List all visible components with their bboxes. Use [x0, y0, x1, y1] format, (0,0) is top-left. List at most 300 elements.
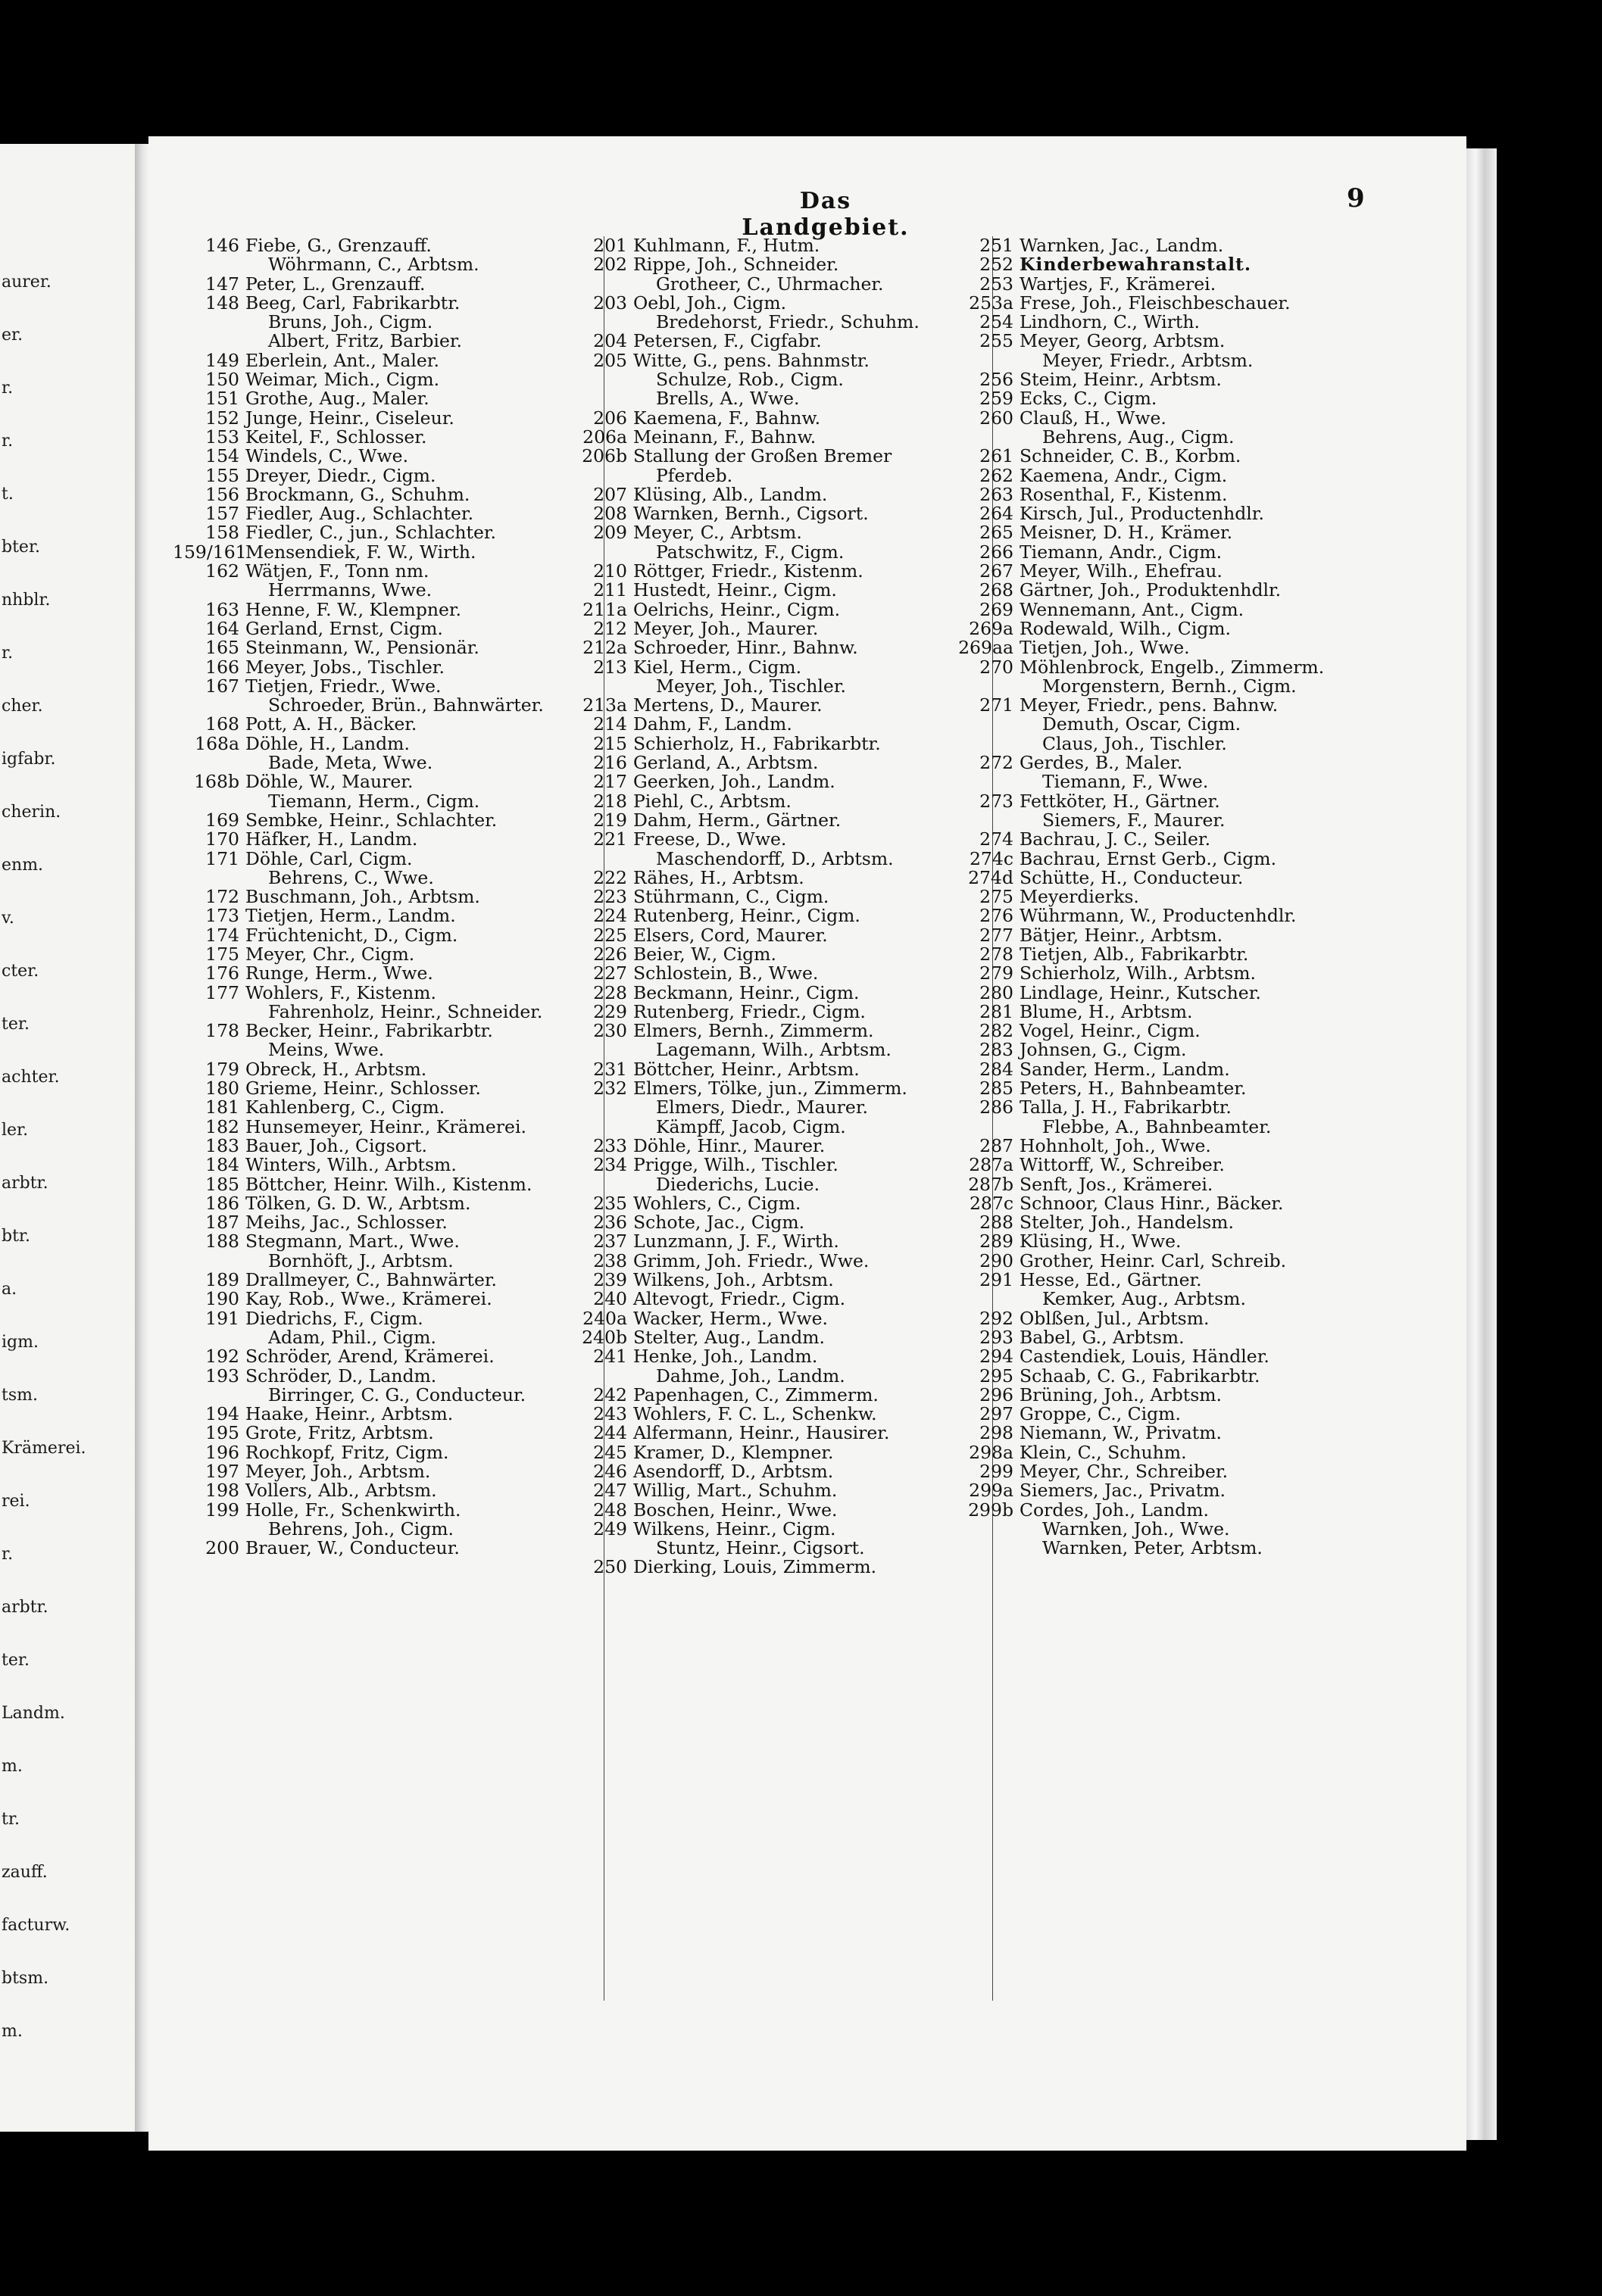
house-number: 171 — [205, 847, 239, 869]
directory-entry — [947, 485, 1324, 504]
resident-name: Dahm, Herm., Gärtner. — [633, 809, 842, 831]
house-number: 223 — [593, 886, 627, 908]
directory-entry — [561, 926, 920, 945]
house-number: 297 — [979, 1403, 1013, 1425]
resident-name: Bredehorst, Friedr., Schuhm. — [656, 311, 920, 333]
house-number: 202 — [593, 254, 627, 276]
directory-entry — [561, 1558, 920, 1577]
house-number: 292 — [979, 1307, 1013, 1329]
directory-entry — [173, 1405, 544, 1424]
house-number: 218 — [593, 790, 627, 812]
house-number: 168a — [195, 732, 239, 754]
directory-entry — [947, 1000, 1324, 1022]
resident-name: Eberlein, Ant., Maler. — [245, 349, 439, 371]
directory-entry — [173, 677, 544, 696]
resident-name: Lindhorn, C., Wirth. — [1020, 311, 1200, 333]
house-number — [561, 543, 633, 562]
directory-entry — [947, 1079, 1324, 1098]
house-number: 149 — [205, 349, 239, 371]
resident-name: Flebbe, A., Bahnbeamter. — [1042, 1115, 1272, 1137]
resident-name: Henke, Joh., Landm. — [633, 1346, 818, 1368]
resident-name: Stelter, Joh., Handelsm. — [1020, 1212, 1234, 1234]
resident-name: Klein, C., Schuhm. — [1020, 1441, 1187, 1463]
resident-name: Wennemann, Ant., Cigm. — [1020, 598, 1244, 620]
house-number: 231 — [593, 1058, 627, 1080]
directory-entry — [561, 275, 920, 294]
resident-name: Schneider, C. B., Korbm. — [1020, 445, 1241, 467]
house-number: 194 — [205, 1403, 239, 1425]
house-number: 291 — [979, 1269, 1013, 1291]
house-number: 177 — [205, 981, 239, 1003]
resident-name: Oelrichs, Heinr., Cigm. — [633, 598, 841, 620]
facing-page-text: cherin. — [2, 803, 61, 822]
resident-name: Kaemena, F., Bahnw. — [633, 407, 821, 429]
facing-page-text: cter. — [2, 962, 39, 981]
directory-entry — [173, 753, 544, 772]
resident-name: Kuhlmann, F., Hutm. — [633, 235, 820, 256]
directory-entry — [173, 1000, 544, 1022]
directory-entry — [947, 1309, 1324, 1328]
directory-entry — [947, 581, 1324, 600]
directory-entry — [561, 1194, 920, 1213]
resident-name: Klüsing, H., Wwe. — [1020, 1231, 1182, 1253]
house-number: 293 — [979, 1326, 1013, 1348]
house-number: 241 — [593, 1346, 627, 1368]
house-number: 246 — [593, 1461, 627, 1482]
resident-name: Bade, Meta, Wwe. — [268, 752, 433, 774]
house-number: 240 — [593, 1288, 627, 1310]
resident-name: Junge, Heinr., Ciseleur. — [245, 407, 454, 429]
resident-name: Meyer, Georg, Arbtsm. — [1020, 330, 1226, 352]
resident-name: Meyer, Wilh., Ehefrau. — [1020, 560, 1223, 582]
resident-name: Brockmann, G., Schuhm. — [245, 483, 470, 505]
directory-entry — [561, 466, 920, 485]
directory-entry — [947, 1213, 1324, 1232]
directory-entry — [561, 598, 920, 620]
facing-page-text: nhblr. — [2, 591, 51, 610]
resident-name: Niemann, W., Privatm. — [1020, 1422, 1222, 1444]
directory-entry — [561, 888, 920, 906]
resident-name: Pott, A. H., Bäcker. — [245, 713, 417, 735]
house-number — [561, 850, 633, 869]
directory-entry — [173, 866, 544, 888]
facing-page-text: rei. — [2, 1492, 30, 1511]
facing-page-text: zauff. — [2, 1863, 48, 1882]
house-number: 240b — [582, 1326, 627, 1348]
house-number: 287b — [968, 1173, 1013, 1195]
resident-name: Schlostein, B., Wwe. — [633, 962, 819, 984]
directory-entry — [947, 389, 1324, 408]
directory-entry — [561, 638, 920, 657]
resident-name: Hustedt, Heinr., Cigm. — [633, 579, 837, 601]
house-number: 175 — [205, 943, 239, 965]
resident-name: Rutenberg, Heinr., Cigm. — [633, 905, 860, 927]
house-number: 201 — [593, 235, 627, 256]
house-number: 238 — [593, 1249, 627, 1271]
directory-entry — [947, 294, 1324, 313]
house-number: 224 — [593, 905, 627, 927]
directory-entry — [173, 847, 544, 869]
directory-entry — [947, 1347, 1324, 1366]
resident-name: Meihs, Jac., Schlosser. — [245, 1212, 448, 1234]
directory-entry — [173, 1134, 544, 1156]
directory-entry — [947, 236, 1324, 255]
resident-name: Döhle, W., Maurer. — [245, 771, 414, 793]
resident-name: Runge, Herm., Wwe. — [245, 962, 433, 984]
resident-name: Grote, Fritz, Arbtsm. — [245, 1422, 434, 1444]
house-number: 288 — [979, 1212, 1013, 1234]
directory-entry — [947, 1367, 1324, 1386]
house-number — [561, 313, 633, 332]
facing-page-text: ter. — [2, 1015, 30, 1034]
house-number — [173, 332, 245, 351]
resident-name: Fiebe, G., Grenzauff. — [245, 235, 432, 256]
directory-column-3 — [947, 236, 1324, 1558]
resident-name: Holle, Fr., Schenkwirth. — [245, 1499, 461, 1521]
house-number: 221 — [593, 828, 627, 850]
directory-entry — [561, 1367, 920, 1386]
resident-name: Meyer, Chr., Cigm. — [245, 943, 415, 965]
house-number: 193 — [205, 1365, 239, 1387]
resident-name: Vogel, Heinr., Cigm. — [1020, 1020, 1201, 1042]
resident-name: Behrens, Joh., Cigm. — [268, 1518, 454, 1540]
directory-entry — [561, 255, 920, 274]
directory-entry — [173, 351, 544, 370]
directory-entry — [947, 1520, 1324, 1539]
directory-entry — [173, 1271, 544, 1290]
resident-name: Morgenstern, Bernh., Cigm. — [1042, 675, 1297, 697]
directory-entry — [561, 696, 920, 715]
resident-name: Claus, Joh., Tischler. — [1042, 732, 1227, 754]
resident-name: Tiemann, Herm., Cigm. — [268, 790, 480, 812]
directory-entry — [561, 1520, 920, 1539]
directory-entry — [561, 409, 920, 428]
house-number — [947, 428, 1020, 447]
resident-name: Clauß, H., Wwe. — [1020, 407, 1166, 429]
house-number — [947, 811, 1020, 830]
house-number: 154 — [205, 445, 239, 467]
house-number: 261 — [979, 445, 1013, 467]
directory-entry — [947, 409, 1324, 428]
resident-name: Meyer, Jobs., Tischler. — [245, 656, 445, 678]
house-number: 247 — [593, 1480, 627, 1502]
house-number: 211 — [593, 579, 627, 601]
house-number: 172 — [205, 886, 239, 908]
house-number: 176 — [205, 962, 239, 984]
directory-entry — [173, 1462, 544, 1481]
directory-entry — [561, 981, 920, 1003]
house-number: 259 — [979, 388, 1013, 410]
directory-entry — [173, 332, 544, 351]
directory-entry — [947, 523, 1324, 542]
directory-entry — [173, 409, 544, 428]
facing-page-text: achter. — [2, 1068, 60, 1087]
resident-name: Schröder, D., Landm. — [245, 1365, 437, 1387]
resident-name: Warnken, Joh., Wwe. — [1042, 1518, 1230, 1540]
directory-entry — [561, 1386, 920, 1405]
house-number: 184 — [205, 1154, 239, 1176]
resident-name: Fettköter, H., Gärtner. — [1020, 790, 1220, 812]
house-number: 187 — [205, 1212, 239, 1234]
directory-entry — [561, 906, 920, 925]
resident-name: Freese, D., Wwe. — [633, 828, 787, 850]
directory-entry — [561, 504, 920, 523]
facing-page-text: enm. — [2, 856, 44, 875]
directory-entry — [173, 294, 544, 313]
house-number — [561, 466, 633, 485]
directory-entry — [561, 1347, 920, 1366]
house-number: 298 — [979, 1422, 1013, 1444]
resident-name: Tietjen, Joh., Wwe. — [1020, 637, 1190, 659]
resident-name: Schütte, H., Conducteur. — [1020, 866, 1244, 888]
resident-name: Grimm, Joh. Friedr., Wwe. — [633, 1249, 870, 1271]
resident-name: Brells, A., Wwe. — [656, 388, 800, 410]
resident-name: Geerken, Joh., Landm. — [633, 771, 835, 793]
house-number: 264 — [979, 503, 1013, 525]
facing-page-text: facturw. — [2, 1916, 70, 1935]
house-number: 294 — [979, 1346, 1013, 1368]
house-number: 190 — [205, 1288, 239, 1310]
directory-entry — [947, 847, 1324, 869]
directory-entry — [947, 715, 1324, 734]
resident-name: Sembke, Heinr., Schlachter. — [245, 809, 498, 831]
directory-entry — [947, 866, 1324, 888]
directory-entry — [173, 1520, 544, 1539]
directory-entry — [173, 1424, 544, 1443]
resident-name: Schnoor, Claus Hinr., Bäcker. — [1020, 1192, 1284, 1214]
directory-entry — [173, 1040, 544, 1059]
directory-entry — [947, 732, 1324, 754]
house-number: 148 — [205, 292, 239, 314]
resident-name: Patschwitz, F., Cigm. — [656, 541, 845, 563]
house-number: 157 — [205, 503, 239, 525]
house-number — [173, 1040, 245, 1059]
house-number: 151 — [205, 388, 239, 410]
house-number: 232 — [593, 1078, 627, 1100]
house-number: 227 — [593, 962, 627, 984]
house-number: 153 — [205, 426, 239, 448]
resident-name: Gerland, A., Arbtsm. — [633, 752, 819, 774]
house-number: 188 — [205, 1231, 239, 1253]
resident-name: Rodewald, Wilh., Cigm. — [1020, 617, 1232, 639]
directory-entry — [947, 658, 1324, 677]
directory-entry — [561, 562, 920, 581]
directory-entry — [947, 1462, 1324, 1481]
directory-entry — [947, 792, 1324, 811]
house-number: 274c — [969, 847, 1013, 869]
resident-name: Wacker, Herm., Wwe. — [633, 1307, 828, 1329]
resident-name: Kemker, Aug., Arbtsm. — [1042, 1288, 1246, 1310]
resident-name: Döhle, Carl, Cigm. — [245, 847, 413, 869]
resident-name: Piehl, C., Arbtsm. — [633, 790, 792, 812]
directory-entry — [173, 275, 544, 294]
resident-name: Fahrenholz, Heinr., Schneider. — [268, 1000, 543, 1022]
resident-name: Oebl, Joh., Cigm. — [633, 292, 787, 314]
directory-entry — [173, 543, 544, 562]
directory-entry — [173, 1060, 544, 1079]
resident-name: Haake, Heinr., Arbtsm. — [245, 1403, 454, 1425]
house-number: 152 — [205, 407, 239, 429]
resident-name: Elmers, Bernh., Zimmerm. — [633, 1020, 874, 1042]
directory-entry — [173, 1481, 544, 1500]
house-number: 230 — [593, 1020, 627, 1042]
resident-name: Wohlers, F., Kistenm. — [245, 981, 436, 1003]
directory-entry — [173, 1309, 544, 1328]
house-number — [173, 255, 245, 274]
resident-name: Elmers, Tölke, jun., Zimmerm. — [633, 1078, 907, 1100]
resident-name: Papenhagen, C., Zimmerm. — [633, 1384, 879, 1405]
house-number: 197 — [205, 1461, 239, 1482]
facing-page-text: ter. — [2, 1651, 30, 1670]
resident-name: Ecks, C., Cigm. — [1020, 388, 1157, 410]
resident-name: Häfker, H., Landm. — [245, 828, 418, 850]
house-number: 210 — [593, 560, 627, 582]
house-number: 204 — [593, 330, 627, 352]
house-number: 273 — [979, 790, 1013, 812]
resident-name: Asendorff, D., Arbtsm. — [633, 1461, 834, 1482]
directory-entry — [173, 1115, 544, 1137]
facing-page-text: r. — [2, 1545, 14, 1564]
resident-name: Mertens, D., Maurer. — [633, 694, 823, 716]
house-number: 281 — [979, 1000, 1013, 1022]
directory-entry — [947, 1060, 1324, 1079]
resident-name: Tietjen, Alb., Fabrikarbtr. — [1020, 943, 1249, 965]
directory-entry — [561, 1481, 920, 1500]
directory-entry — [173, 1386, 544, 1405]
directory-entry — [173, 1290, 544, 1309]
house-number — [173, 1520, 245, 1539]
facing-page-text: er. — [2, 326, 23, 345]
resident-name: Dahm, F., Landm. — [633, 713, 792, 735]
directory-entry — [173, 1213, 544, 1232]
directory-entry — [947, 1501, 1324, 1520]
house-number — [173, 753, 245, 772]
house-number: 189 — [205, 1269, 239, 1291]
directory-entry — [561, 447, 920, 466]
directory-entry — [947, 1232, 1324, 1251]
resident-name: Böttcher, Heinr., Arbtsm. — [633, 1058, 860, 1080]
house-number: 299 — [979, 1461, 1013, 1482]
house-number: 166 — [205, 656, 239, 678]
resident-name: Vollers, Alb., Arbtsm. — [245, 1480, 437, 1502]
directory-entry — [173, 1539, 544, 1558]
resident-name: Schroeder, Hinr., Bahnw. — [633, 637, 858, 659]
directory-entry — [947, 1175, 1324, 1194]
directory-entry — [561, 1213, 920, 1232]
house-number: 295 — [979, 1365, 1013, 1387]
resident-name: Schote, Jac., Cigm. — [633, 1212, 805, 1234]
resident-name: Stührmann, C., Cigm. — [633, 886, 829, 908]
directory-column-2 — [561, 236, 920, 1577]
house-number — [173, 1252, 245, 1271]
resident-name: Peter, L., Grenzauff. — [245, 273, 426, 295]
house-number: 242 — [593, 1384, 627, 1405]
resident-name: Meyer, Friedr., pens. Bahnw. — [1020, 694, 1279, 716]
facing-page-text: tsm. — [2, 1386, 38, 1405]
resident-name: Behrens, C., Wwe. — [268, 866, 434, 888]
house-number — [947, 1520, 1020, 1539]
resident-name: Sander, Herm., Landm. — [1020, 1058, 1230, 1080]
resident-name: Hohnholt, Joh., Wwe. — [1020, 1134, 1211, 1156]
facing-page-text: t. — [2, 485, 14, 504]
resident-name: Fiedler, C., jun., Schlachter. — [245, 522, 496, 544]
house-number: 299b — [968, 1499, 1013, 1521]
house-number: 225 — [593, 924, 627, 946]
resident-name: Kaemena, Andr., Cigm. — [1020, 464, 1228, 486]
directory-entry — [173, 1443, 544, 1462]
directory-entry — [561, 1115, 920, 1137]
house-number: 235 — [593, 1192, 627, 1214]
directory-entry — [173, 1249, 544, 1271]
house-number: 239 — [593, 1269, 627, 1291]
resident-name: Rutenberg, Friedr., Cigm. — [633, 1000, 866, 1022]
directory-entry — [173, 811, 544, 830]
house-number: 283 — [979, 1039, 1013, 1061]
directory-entry — [561, 1271, 920, 1290]
house-number: 196 — [205, 1441, 239, 1463]
directory-entry — [561, 732, 920, 754]
resident-name: Oblßen, Jul., Arbtsm. — [1020, 1307, 1210, 1329]
resident-name: Willig, Mart., Schuhm. — [633, 1480, 838, 1502]
house-number: 299a — [969, 1480, 1013, 1502]
directory-entry — [173, 696, 544, 715]
resident-name: Gärtner, Joh., Produktenhdlr. — [1020, 579, 1282, 601]
resident-name: Wohlers, C., Cigm. — [633, 1192, 801, 1214]
house-number: 234 — [593, 1154, 627, 1176]
house-number: 269 — [979, 598, 1013, 620]
directory-entry — [173, 1232, 544, 1251]
resident-name: Senft, Jos., Krämerei. — [1020, 1173, 1213, 1195]
directory-entry — [947, 696, 1324, 715]
house-number: 253a — [969, 292, 1013, 314]
resident-name: Albert, Fritz, Barbier. — [268, 330, 462, 352]
directory-entry — [173, 1098, 544, 1117]
directory-entry — [947, 428, 1324, 447]
house-number — [947, 1290, 1020, 1309]
resident-name: Blume, H., Arbtsm. — [1020, 1000, 1193, 1022]
resident-name: Windels, C., Wwe. — [245, 445, 409, 467]
resident-name: Dierking, Louis, Zimmerm. — [633, 1556, 877, 1578]
directory-entry — [561, 945, 920, 964]
house-number: 243 — [593, 1403, 627, 1425]
resident-name: Tölken, G. D. W., Arbtsm. — [245, 1192, 471, 1214]
directory-entry — [173, 428, 544, 447]
house-number: 282 — [979, 1020, 1013, 1042]
house-number: 164 — [205, 617, 239, 639]
facing-page-text: igm. — [2, 1333, 39, 1352]
house-number: 211a — [582, 598, 627, 620]
house-number: 262 — [979, 464, 1013, 486]
resident-name: Früchtenicht, D., Cigm. — [245, 924, 458, 946]
facing-page-text: tr. — [2, 1810, 20, 1829]
directory-entry — [173, 638, 544, 657]
directory-entry — [173, 1501, 544, 1520]
house-number: 178 — [205, 1020, 239, 1042]
directory-entry — [561, 236, 920, 255]
resident-name: Herrmanns, Wwe. — [268, 579, 433, 601]
page-edges — [1466, 148, 1497, 2140]
house-number: 219 — [593, 809, 627, 831]
house-number: 278 — [979, 943, 1013, 965]
house-number: 147 — [205, 273, 239, 295]
directory-entry — [173, 1156, 544, 1175]
resident-name: Grother, Heinr. Carl, Schreib. — [1020, 1249, 1287, 1271]
house-number: 206 — [593, 407, 627, 429]
resident-name: Drallmeyer, C., Bahnwärter. — [245, 1269, 498, 1291]
facing-page-text: Landm. — [2, 1704, 65, 1723]
facing-page-text: bter. — [2, 538, 41, 557]
house-number: 267 — [979, 560, 1013, 582]
